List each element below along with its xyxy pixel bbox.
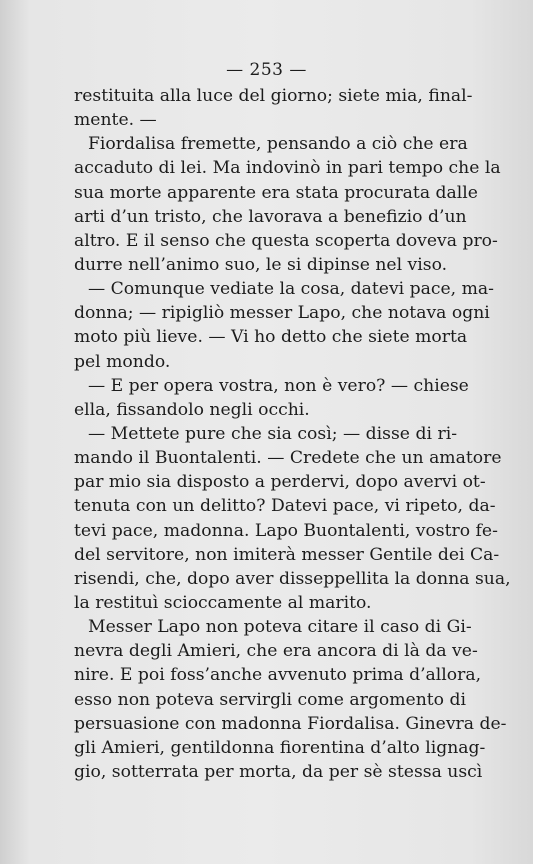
text-line: moto più lieve. — Vi ho detto che siete morta	[74, 327, 468, 348]
text-line: Fiordalisa fremette, pensando a ciò che era	[88, 134, 468, 155]
text-line: restituita alla luce del giorno; siete mia, final-	[74, 86, 473, 106]
text-line: tevi pace, madonna. Lapo Buontalenti, vostro fe-	[74, 520, 498, 541]
text-line: donna; — ripigliò messer Lapo, che notava ogni	[74, 303, 490, 324]
text-line: pel mondo.	[74, 351, 171, 372]
text-line: la restituì scioccamente al marito.	[74, 592, 372, 613]
text-line: mente. —	[74, 110, 157, 131]
text-line: accaduto di lei. Ma indovinò in pari tempo che la	[74, 158, 501, 179]
text-line: — Mettete pure che sia così; — disse di ri-	[88, 423, 457, 444]
text-line: persuasione con madonna Fiordalisa. Ginevra de-	[74, 713, 507, 734]
text-line: par mio sia disposto a perdervi, dopo avervi ot-	[74, 472, 486, 493]
text-line: risendi, che, dopo aver disseppellita la donna sua,	[74, 568, 511, 589]
text-line: tenuta con un delitto? Datevi pace, vi ripeto, da-	[74, 496, 496, 517]
text-line: ella, fissandolo negli occhi.	[74, 399, 310, 420]
text-line: nevra degli Amieri, che era ancora di là da ve-	[74, 641, 478, 662]
text-line: arti d’un tristo, che lavorava a benefizio d’un	[74, 206, 467, 227]
text-line: esso non poteva servirgli come argomento di	[74, 689, 466, 710]
text-line: sua morte apparente era stata procurata dalle	[74, 182, 478, 203]
page-number: — 253 —	[226, 60, 307, 80]
text-line: del servitore, non imiterà messer Gentile dei Ca-	[74, 544, 500, 565]
text-line: durre nell’animo suo, le si dipinse nel viso.	[74, 254, 448, 275]
body-text	[74, 84, 511, 784]
text-line: mando il Buontalenti. — Credete che un amatore	[74, 448, 502, 469]
text-line: gli Amieri, gentildonna fiorentina d’alto lignag-	[74, 737, 486, 758]
text-line: — E per opera vostra, non è vero? — chiese	[88, 375, 469, 396]
text-line: altro. E il senso che questa scoperta doveva pro-	[74, 230, 498, 251]
text-line: — Comunque vediate la cosa, datevi pace, ma-	[88, 279, 494, 300]
text-line: Messer Lapo non poteva citare il caso di Gi-	[88, 617, 472, 638]
text-line: nire. E poi foss’anche avvenuto prima d’allora,	[74, 665, 482, 686]
text-line: gio, sotterrata per morta, da per sè stessa uscì	[74, 761, 483, 782]
